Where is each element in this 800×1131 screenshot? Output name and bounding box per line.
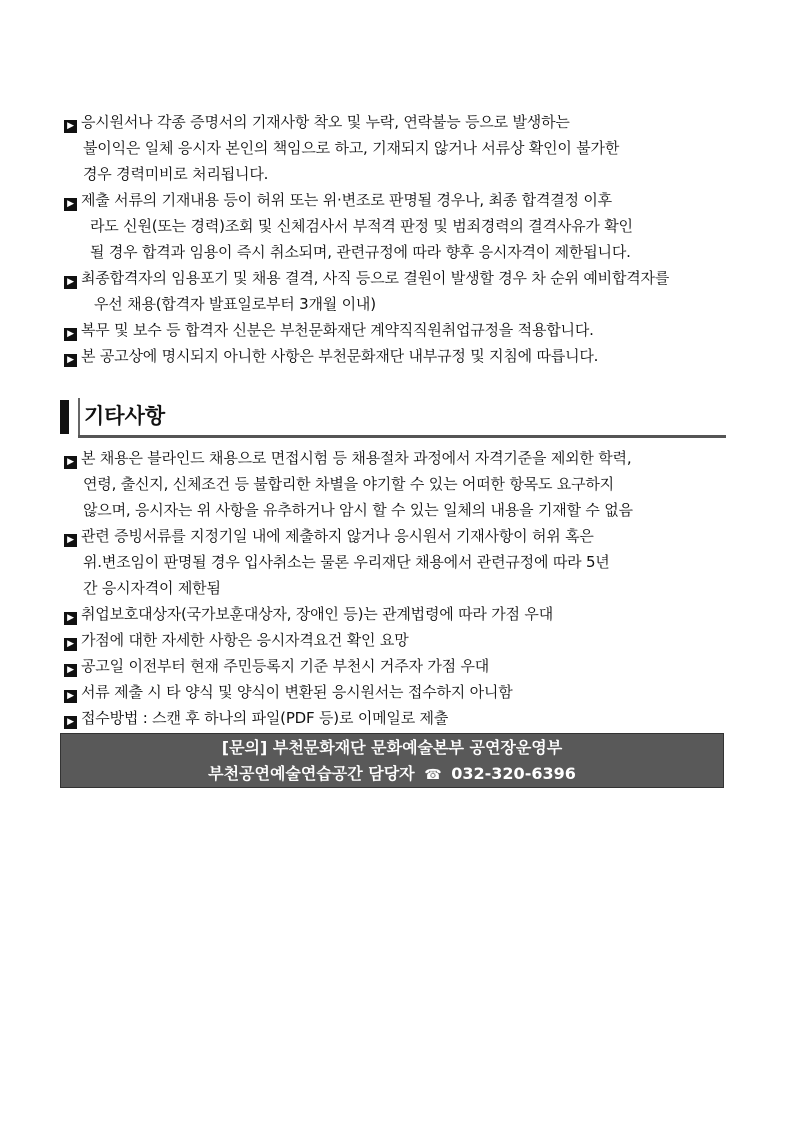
list-item-continuation: 않으며, 응시자는 위 사항을 유추하거나 암시 할 수 있는 일체의 내용을 기재할 수 없음 (83, 501, 633, 519)
arrow-bullet-icon: ▶ (64, 612, 77, 625)
list-item-continuation: 우선 채용(합격자 발표일로부터 3개월 이내) (94, 295, 376, 313)
list-item-continuation: 불이익은 일체 응시자 본인의 책임으로 하고, 기재되지 않거나 서류상 확인이 불가한 (83, 139, 620, 157)
list-item: ▶ 본 공고상에 명시되지 아니한 사항은 부천문화재단 내부규정 및 지침에 따릅니다. (64, 346, 598, 367)
list-item: ▶ 복무 및 보수 등 합격자 신분은 부천문화재단 계약직직원취업규정을 적용합니다. (64, 320, 594, 341)
list-item: ▶ 제출 서류의 기재내용 등이 허위 또는 위·변조로 판명될 경우나, 최종 합격결정 이후 (64, 190, 612, 211)
heading-underline (78, 435, 726, 438)
contact-phone-number: 032-320-6396 (451, 764, 576, 783)
list-item-continuation: 연령, 출신지, 신체조건 등 불합리한 차별을 야기할 수 있는 어떠한 항목도 요구하지 (83, 475, 614, 493)
contact-person: 부천공연예술연습공간 담당자 (208, 764, 415, 783)
arrow-bullet-icon: ▶ (64, 120, 77, 133)
list-item: ▶ 공고일 이전부터 현재 주민등록지 기준 부천시 거주자 가점 우대 (64, 656, 489, 677)
arrow-bullet-icon: ▶ (64, 716, 77, 729)
telephone-icon: ☎ (424, 767, 442, 783)
arrow-bullet-icon: ▶ (64, 690, 77, 703)
arrow-bullet-icon: ▶ (64, 276, 77, 289)
arrow-bullet-icon: ▶ (64, 198, 77, 211)
heading-divider-vertical (78, 398, 80, 438)
list-item-continuation: 라도 신원(또는 경력)조회 및 신체검사서 부적격 판정 및 범죄경력의 결격사유가 확인 (90, 217, 633, 235)
list-item-continuation: 경우 경력미비로 처리됩니다. (83, 165, 269, 183)
list-item: ▶ 취업보호대상자(국가보훈대상자, 장애인 등)는 관계법령에 따라 가점 우대 (64, 604, 553, 625)
list-item: ▶ 가점에 대한 자세한 사항은 응시자격요건 확인 요망 (64, 630, 409, 651)
list-item: ▶ 관련 증빙서류를 지정기일 내에 제출하지 않거나 응시원서 기재사항이 허위 혹은 (64, 526, 594, 547)
list-item-continuation: 될 경우 합격과 임용이 즉시 취소되며, 관련규정에 따라 향후 응시자격이 제한됩니다. (90, 243, 631, 261)
contact-inquiry-line: [문의] 부천문화재단 문화예술본부 공연장운영부 (221, 738, 563, 757)
arrow-bullet-icon: ▶ (64, 456, 77, 469)
list-item-continuation: 간 응시자격이 제한됨 (83, 579, 221, 597)
arrow-bullet-icon: ▶ (64, 354, 77, 367)
section-title: 기타사항 (84, 404, 166, 428)
arrow-bullet-icon: ▶ (64, 664, 77, 677)
list-item: ▶ 최종합격자의 임용포기 및 채용 결격, 사직 등으로 결원이 발생할 경우 차 순위 예비합격자를 (64, 268, 669, 289)
arrow-bullet-icon: ▶ (64, 328, 77, 341)
contact-phone-line (61, 763, 723, 786)
heading-marker (60, 400, 69, 434)
arrow-bullet-icon: ▶ (64, 534, 77, 547)
list-item: ▶ 본 채용은 블라인드 채용으로 면접시험 등 채용절차 과정에서 자격기준을 제외한 학력, (64, 448, 631, 469)
list-item: ▶ 응시원서나 각종 증명서의 기재사항 착오 및 누락, 연락불능 등으로 발생하는 (64, 112, 570, 133)
list-item-continuation: 위.변조임이 판명될 경우 입사취소는 물론 우리재단 채용에서 관련규정에 따라 5년 (83, 553, 610, 571)
list-item: ▶ 접수방법 : 스캔 후 하나의 파일(PDF 등)로 이메일로 제출 (64, 708, 448, 729)
list-item: ▶ 서류 제출 시 타 양식 및 양식이 변환된 응시원서는 접수하지 아니함 (64, 682, 513, 703)
arrow-bullet-icon: ▶ (64, 638, 77, 651)
contact-box (60, 733, 724, 788)
